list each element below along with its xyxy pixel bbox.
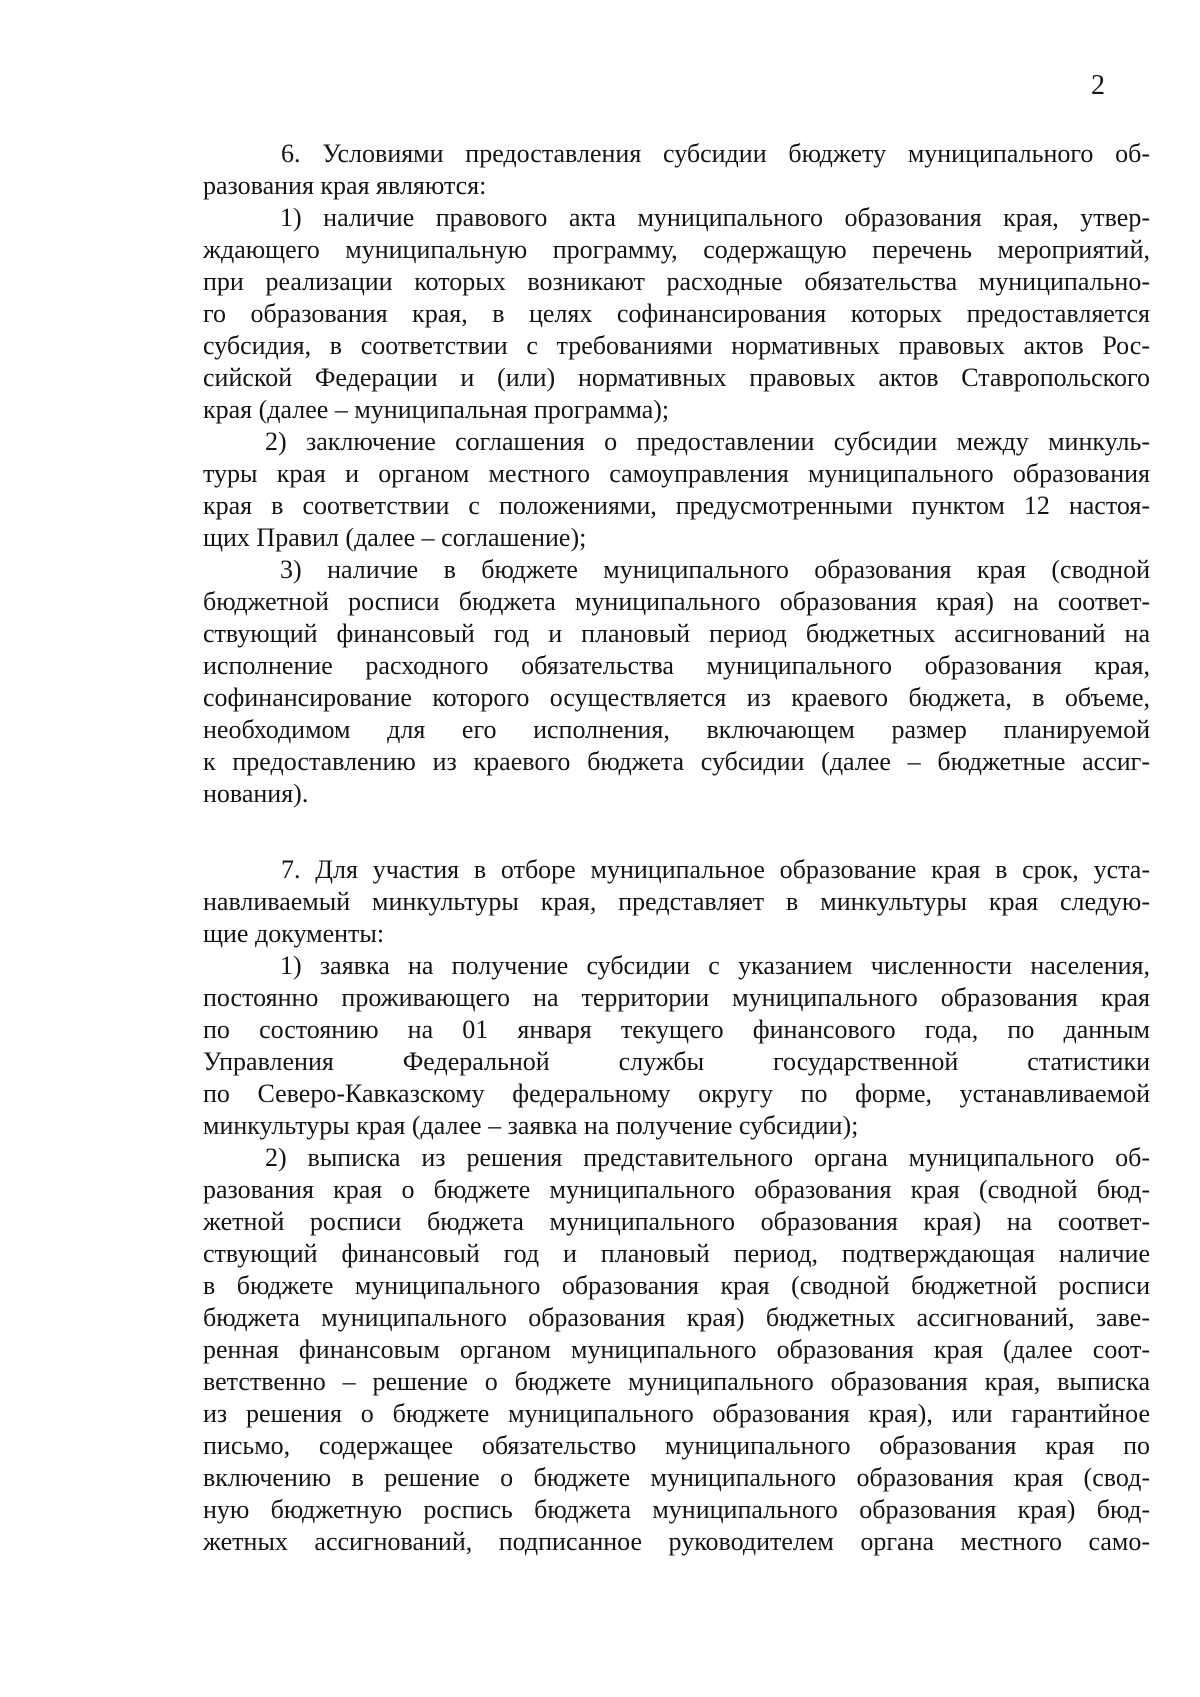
- text-line: го образования края, в целях софинансирования которых предоставляется: [203, 299, 1150, 328]
- text-line: минкультуры края (далее – заявка на получение субсидии);: [203, 1111, 859, 1140]
- text-line: края в соответствии с положениями, предусмотренными пунктом 12 настоя-: [203, 491, 1150, 520]
- text-line: при реализации которых возникают расходные обязательства муниципально-: [203, 267, 1150, 296]
- text-line: ветственно – решение о бюджете муниципального образования края, выписка: [203, 1367, 1150, 1396]
- text-line: включению в решение о бюджете муниципального образования края (свод-: [203, 1463, 1150, 1492]
- text-line: 1) наличие правового акта муниципального образования края, утвер-: [280, 203, 1150, 232]
- text-line: щих Правил (далее – соглашение);: [203, 523, 587, 552]
- text-line: в бюджете муниципального образования края (сводной бюджетной росписи: [203, 1271, 1150, 1300]
- paragraph-gap: [203, 810, 1150, 854]
- text-line: из решения о бюджете муниципального образования края), или гарантийное: [203, 1399, 1150, 1428]
- text-line: необходимом для его исполнения, включающем размер планируемой: [203, 715, 1150, 744]
- text-line: ствующий финансовый год и плановый период, подтверждающая наличие: [203, 1239, 1150, 1268]
- text-line: Управления Федеральной службы государственной статистики: [203, 1047, 1150, 1076]
- text-line: 6. Условиями предоставления субсидии бюджету муниципального об-: [281, 139, 1150, 168]
- text-line: субсидия, в соответствии с требованиями нормативных правовых актов Рос-: [203, 331, 1150, 360]
- text-line: по состоянию на 01 января текущего финансового года, по данным: [203, 1015, 1150, 1044]
- text-line: навливаемый минкультуры края, представляет в минкультуры края следую-: [203, 887, 1150, 916]
- text-line: 3) наличие в бюджете муниципального образования края (сводной: [280, 555, 1150, 584]
- text-line: бюджета муниципального образования края) бюджетных ассигнований, заве-: [203, 1303, 1150, 1332]
- text-line: щие документы:: [203, 919, 385, 948]
- text-line: края (далее – муниципальная программа);: [203, 395, 670, 424]
- text-line: исполнение расходного обязательства муниципального образования края,: [203, 651, 1150, 680]
- text-line: ждающего муниципальную программу, содержащую перечень мероприятий,: [203, 235, 1150, 264]
- text-line: разования края о бюджете муниципального образования края (сводной бюд-: [203, 1175, 1150, 1204]
- page-number: 2: [1091, 70, 1105, 101]
- text-line: жетной росписи бюджета муниципального образования края) на соответ-: [203, 1207, 1150, 1236]
- text-line: постоянно проживающего на территории муниципального образования края: [203, 983, 1150, 1012]
- text-line: письмо, содержащее обязательство муниципального образования края по: [203, 1431, 1150, 1460]
- document-body: [203, 138, 1150, 1558]
- text-line: нования).: [203, 779, 309, 808]
- text-line: 1) заявка на получение субсидии с указанием численности населения,: [280, 951, 1150, 980]
- text-line: к предоставлению из краевого бюджета субсидии (далее – бюджетные ассиг-: [203, 747, 1150, 776]
- text-line: бюджетной росписи бюджета муниципального образования края) на соответ-: [203, 587, 1150, 616]
- text-line: 7. Для участия в отборе муниципальное образование края в срок, уста-: [281, 855, 1150, 884]
- text-line: софинансирование которого осуществляется из краевого бюджета, в объеме,: [203, 683, 1150, 712]
- text-line: 2) выписка из решения представительного органа муниципального об-: [265, 1143, 1150, 1172]
- text-line: по Северо-Кавказскому федеральному округу по форме, устанавливаемой: [203, 1079, 1150, 1108]
- text-line: туры края и органом местного самоуправления муниципального образования: [203, 459, 1150, 488]
- text-line: ренная финансовым органом муниципального образования края (далее соот-: [203, 1335, 1150, 1364]
- text-line: ствующий финансовый год и плановый период бюджетных ассигнований на: [203, 619, 1150, 648]
- text-line: ную бюджетную роспись бюджета муниципального образования края) бюд-: [203, 1495, 1150, 1524]
- text-line: разования края являются:: [203, 171, 487, 200]
- text-line: 2) заключение соглашения о предоставлении субсидии между минкуль-: [265, 427, 1150, 456]
- text-line: жетных ассигнований, подписанное руководителем органа местного само-: [203, 1527, 1150, 1556]
- text-line: сийской Федерации и (или) нормативных правовых актов Ставропольского: [203, 363, 1150, 392]
